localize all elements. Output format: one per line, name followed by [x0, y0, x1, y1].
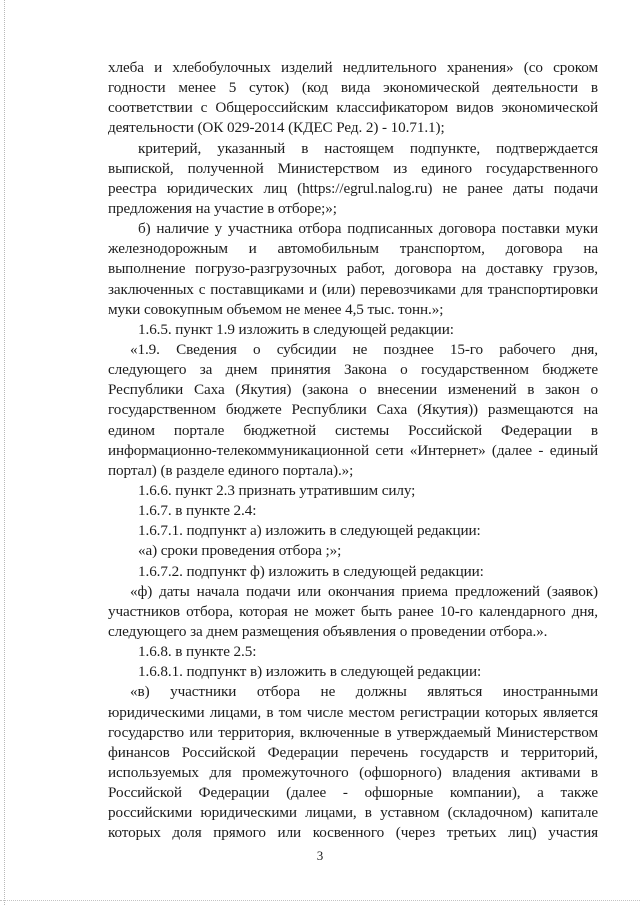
text-line: юридическими лицами, в том числе местом регистрации которых является [108, 703, 598, 721]
text-line: Республики Саха (Якутия) (закона о внесении изменений в закон о [108, 381, 598, 399]
text-line: годности менее 5 суток) (код вида экономической деятельности в [108, 79, 598, 97]
text-line: муки совокупным объемом не менее 4,5 тыс. тонн.»; [108, 300, 444, 318]
text-line: российскими юридическими лицами, в уставном (складочном) капитале [108, 804, 598, 822]
text-line: едином портале бюджетной системы Российской Федерации в [108, 421, 598, 439]
text-line: выполнение погрузо-разгрузочных работ, договора на доставку грузов, [108, 260, 598, 278]
page-number: 3 [316, 848, 324, 863]
text-line: заключенных с поставщиками и (или) перевозчиками для транспортировки [108, 280, 598, 298]
text-line: соответствии с Общероссийским классификатором видов экономической [108, 99, 598, 117]
text-line: государственном бюджете Республики Саха (Якутия)) размещаются на [108, 401, 598, 419]
text-line: 1.6.7.2. подпункт ф) изложить в следующей редакции: [138, 562, 484, 580]
text-line: 1.6.7. в пункте 2.4: [138, 502, 257, 520]
text-line: 1.6.7.1. подпункт а) изложить в следующей редакции: [138, 522, 481, 540]
text-line: 1.6.8.1. подпункт в) изложить в следующей редакции: [138, 663, 482, 681]
text-line: б) наличие у участника отбора подписанных договора поставки муки [138, 220, 598, 238]
text-line: информационно-телекоммуникационной сети «Интернет» (далее - единый [108, 441, 598, 459]
text-line: железнодорожным и автомобильным транспортом, договора на [108, 240, 598, 258]
text-line: используемых для промежуточного (офшорного) владения активами в [108, 763, 598, 781]
text-line: реестра юридических лиц (https://egrul.nalog.ru) не ранее даты подачи [108, 179, 598, 197]
text-line: финансов Российской Федерации перечень государств и территорий, [108, 743, 598, 761]
scan-bottom-edge [0, 900, 640, 901]
text-line: следующего за днем размещения объявления о проведении отбора.». [108, 622, 548, 640]
text-line: предложения на участие в отборе;»; [108, 199, 337, 217]
text-line: «а) сроки проведения отбора ;»; [138, 542, 342, 560]
text-line: хлеба и хлебобулочных изделий недлительного хранения» (со сроком [108, 59, 598, 76]
text-line: выпиской, полученной Министерством из единого государственного [108, 159, 598, 177]
text-line: «1.9. Сведения о субсидии не позднее 15-го рабочего дня, [130, 340, 598, 358]
text-line: портал) (в разделе единого портала).»; [108, 461, 354, 479]
text-line: «в) участники отбора не должны являться иностранными [130, 683, 598, 701]
text-line: 1.6.6. пункт 2.3 признать утратившим силу; [138, 481, 416, 499]
text-line: «ф) даты начала подачи или окончания приема предложений (заявок) [130, 582, 598, 600]
scan-left-edge [4, 0, 5, 905]
text-line: государство или территория, включенные в утверждаемый Министерством [108, 723, 598, 741]
text-line: критерий, указанный в настоящем подпункте, подтверждается [138, 139, 598, 157]
text-line: участников отбора, которая не может быть ранее 10-го календарного дня, [108, 602, 598, 620]
text-line: Российской Федерации (далее - офшорные компании), а также [108, 784, 598, 802]
text-line: 1.6.8. в пункте 2.5: [138, 643, 257, 661]
text-line: деятельности (ОК 029-2014 (КДЕС Ред. 2) - 10.71.1); [108, 119, 445, 137]
text-line: 1.6.5. пункт 1.9 изложить в следующей редакции: [138, 320, 454, 338]
text-line: следующего за днем принятия Закона о государственном бюджете [108, 361, 598, 379]
document-body-text [108, 58, 598, 843]
text-line: которых доля прямого или косвенного (через третьих лиц) участия [108, 824, 598, 842]
